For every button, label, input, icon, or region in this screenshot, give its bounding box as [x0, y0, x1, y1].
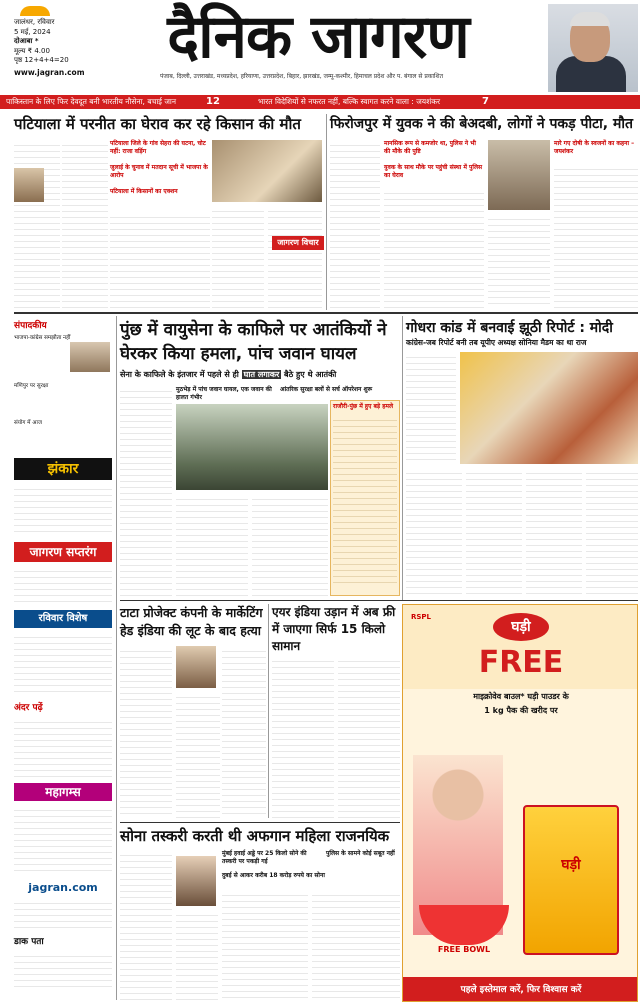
mahagams-text [14, 805, 112, 875]
date-box [14, 6, 104, 77]
column-divider [268, 604, 269, 818]
top-red-bar [0, 95, 640, 109]
afghan-sub2: पुलिस के सामने कोई सबूत नहीं [326, 850, 395, 857]
patiala-farmer-photo [212, 140, 322, 202]
redbar-left-page: 12 [206, 96, 220, 107]
city-day: जालंधर, रविवार [14, 18, 55, 26]
poonch-box-text [333, 415, 397, 583]
sidebar-divider [116, 316, 117, 1000]
ad-free-text: FREE [478, 645, 564, 680]
redbar-right-page: 7 [482, 96, 489, 107]
ghari-advertisement[interactable] [402, 604, 638, 1002]
jagran-com-logo[interactable]: jagran.com [28, 880, 98, 894]
ad-bowl-label: FREE BOWL [437, 945, 491, 954]
poonch-sub-highlight: घात लगाकर [243, 370, 280, 379]
sidebar-bullet[interactable]: मणिपुर पर सुरक्षा [14, 382, 49, 389]
godhra-col1 [406, 352, 456, 464]
afghan-sub3: दुबई से आकर करीब 18 करोड़ रुपये का सोना [222, 872, 325, 879]
ghari-logo: घड़ी [493, 613, 549, 641]
airindia-col1 [272, 656, 334, 818]
modi-rally-photo [460, 352, 638, 464]
andar-text [14, 717, 112, 777]
patiala-col3 [110, 212, 210, 308]
poonch-subhead [120, 368, 400, 382]
mahagams-logo[interactable]: महागम्स [14, 783, 112, 801]
column-divider [326, 114, 327, 310]
section-rule [14, 312, 638, 314]
sidebar-bullet[interactable]: संयोग में आज [14, 420, 42, 426]
ferozepur-photo [488, 140, 550, 210]
patiala-sub1: पटियाला जिले के गांव सेहरा की घटना, चोट नहीं: राजा वड़िंग [110, 140, 206, 155]
tata-headline[interactable]: टाटा प्रोजेक्ट कंपनी के मार्केटिंग हेड इंडिया की लूट के बाद हत्या [120, 605, 263, 638]
afghan-headline[interactable]: सोना तस्करी करती थी अफगान महिला राजनयिक [120, 827, 390, 845]
tata-col3 [222, 646, 266, 818]
newspaper-title: दैनिक जागरण [167, 2, 469, 72]
godhra-headline[interactable]: गोधरा कांड में बनवाई झूठी रिपोर्ट : मोदी [406, 320, 613, 336]
redbar-right-text[interactable]: भारत विदेशियों से नफरत नहीं, बल्कि स्वागत करने वाला : जयशंकर [258, 97, 441, 106]
ferozepur-sub1: मानसिक रूप से कमजोर था, पुलिस ने भी की मौके की पुष्टि [384, 140, 476, 155]
price: मूल्य ₹ 4.00 [14, 46, 50, 55]
andar-padhein: अंदर पढ़ें [14, 702, 43, 713]
ad-line1: माइक्रोवेव बाउल* घड़ी पाउडर के [473, 692, 569, 701]
ad-pack-label: घड़ी [561, 857, 581, 873]
jagran-vichar-tab: जागरण विचार [272, 236, 324, 250]
ferozepur-side-title: मारे गए दोषी के स्वजनों का कहना – जयशंकर [554, 140, 635, 155]
poonch-sub-text: सेना के काफिले के इंतजार में पहले से ही [120, 370, 239, 379]
afghan-col4 [312, 890, 400, 1000]
airindia-headline[interactable]: एयर इंडिया उड़ान में अब फ्री में जाएगा सिर्फ 15 किलो सामान [272, 605, 396, 653]
poonch-col3 [252, 494, 328, 596]
poonch-headline[interactable]: पुंछ में वायुसेना के काफिले पर आतंकियों ने घेरकर किया हमला, पांच जवान घायल [120, 320, 387, 364]
dak-pata-text [14, 951, 112, 991]
ferozepur-col3 [488, 214, 550, 308]
rspl-logo: RSPL [411, 613, 432, 621]
afghan-col1 [120, 850, 172, 1000]
patiala-col2 [62, 140, 108, 308]
website[interactable]: www.jagran.com [14, 67, 85, 77]
godhra-col3 [466, 468, 522, 596]
jhankar-logo[interactable]: झंकार [14, 458, 112, 480]
saptrang-logo[interactable]: जागरण सप्तरंग [14, 542, 112, 562]
poonch-bullet1: मुठभेड़ में पांच जवान घायल, एक जवान की हालत गंभीर [176, 386, 272, 401]
poonch-sub-end: बैठे हुए थे आतंकी [284, 370, 337, 379]
sidebar-title: संपादकीय [14, 321, 47, 331]
sidebar-photo [70, 342, 110, 372]
saptrang-text [14, 566, 112, 602]
poonch-box-title: राजौरी-पुंछ में हुए बड़े हमले [333, 403, 394, 410]
patiala-col4 [212, 206, 264, 308]
ad-tagline: पहले इस्तेमाल करें, फिर विश्वास करें [403, 977, 638, 1002]
tata-col2 [176, 692, 220, 818]
pages: पृष्ठ 12+4+4=20 [14, 56, 69, 64]
patiala-col1 [14, 140, 60, 308]
patiala-sub2: जुलाई के चुनाव में मतदान सूची में भाजपा के आरोप [110, 164, 208, 179]
ferozepur-col1 [330, 140, 380, 308]
left-sidebar [14, 318, 112, 998]
ad-pack-image [523, 805, 619, 955]
dak-pata: डाक पता [14, 936, 44, 947]
ferozepur-col2 [384, 188, 484, 308]
column-divider [402, 316, 403, 600]
poonch-bullet2: आंतरिक सुरक्षा बलों से सर्च ऑपरेशन शुरू [280, 386, 373, 393]
afghan-photo [176, 856, 216, 906]
masthead [0, 0, 640, 93]
poonch-col1 [120, 386, 172, 596]
afghan-sub1: मुंबई हवाई अड्डे पर 25 किलो सोने की तस्करी पर पकड़ी गई [222, 850, 307, 865]
godhra-sub: कांग्रेस-जब रिपोर्ट बनी तब यूपीए अध्यक्ष सोनिया मैडम का था राज [406, 338, 587, 347]
airindia-col2 [338, 656, 400, 818]
jaishankar-photo [548, 4, 638, 92]
godhra-col5 [586, 468, 638, 596]
ad-line2: 1 kg पैक की खरीद पर [484, 706, 558, 715]
ferozepur-col4 [554, 164, 638, 308]
ferozepur-headline[interactable]: फिरोजपुर में युवक ने की बेअदबी, लोगों ने पकड़ पीटा, मौत [330, 116, 633, 132]
tata-col1 [120, 646, 172, 818]
godhra-col2 [406, 468, 462, 596]
ravivar-text [14, 632, 112, 692]
ad-bowl-image [419, 905, 509, 945]
ravivar-logo[interactable]: रविवार विशेष [14, 610, 112, 628]
jagran-com-text [14, 898, 112, 928]
poonch-col2 [176, 494, 248, 596]
section-rule [120, 822, 400, 823]
edition: दोआबा * [14, 37, 39, 45]
patiala-col5 [268, 206, 322, 308]
redbar-left-text[interactable]: पाकिस्तान के लिए फिर देवदूत बनी भारतीय नौसेना, बचाई जान [6, 97, 177, 106]
tata-photo [176, 646, 216, 688]
section-rule [120, 600, 638, 601]
patiala-headline[interactable]: पटियाला में परनीत का घेराव कर रहे किसान की मौत [14, 115, 301, 133]
poonch-army-photo [176, 404, 328, 490]
jhankar-text [14, 484, 112, 534]
patiala-sub3: पटियाला में किसानों का एक्शन [110, 188, 178, 195]
date: 5 मई, 2024 [14, 27, 51, 36]
godhra-col4 [526, 468, 582, 596]
ferozepur-sub2: युवक के साथ मौके पर पहुंची संस्था में पुलिस का घेराव [384, 164, 483, 179]
patiala-person-photo [14, 168, 44, 202]
poonch-box [330, 400, 400, 596]
editions-line: पंजाब, दिल्ली, उत्तराखंड, मध्यप्रदेश, हरियाणा, उत्तरप्रदेश, बिहार, झारखंड, जम्मू-कश्मीर, हिमाचल प्रदेश और प. बंगाल से प्रकाशित [160, 73, 443, 80]
afghan-col2 [176, 910, 218, 1000]
jagran-sun-logo [20, 6, 50, 16]
sidebar-bullet[interactable]: भाजपा-कांग्रेस समझौता नहीं [14, 335, 71, 341]
afghan-col3 [222, 890, 308, 1000]
